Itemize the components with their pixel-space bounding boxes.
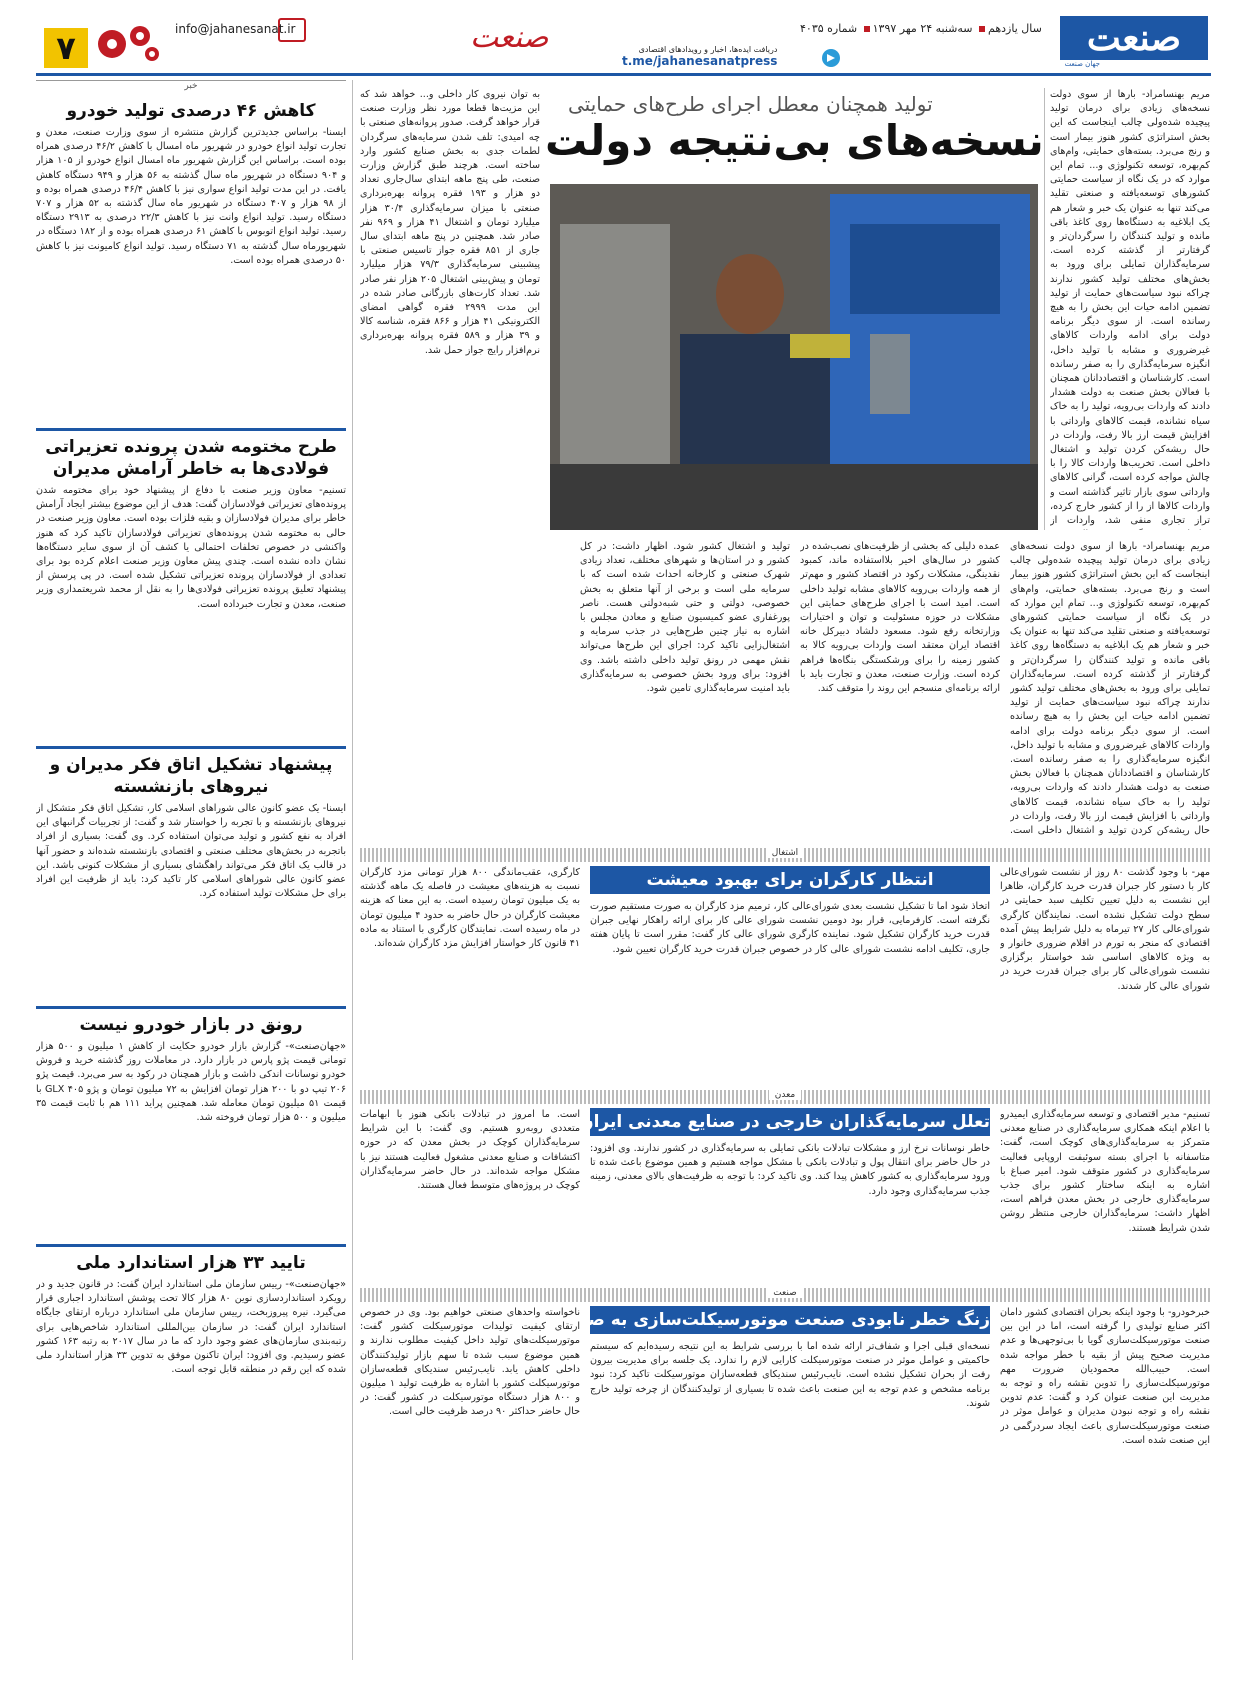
- main-col-2: عمده دلیلی که بخشی از ظرفیت‌های نصب‌شده در کشور در سال‌های اخیر بلااستفاده ماند، کمبود نقدینگی، مشکلات رکود در اقتصاد کشور و مهم‌تر از همه واردات بی‌رویه کالاهای مشابه تولید داخلی است. امید است با اجرای طرح‌های حمایتی این مشکلات در حوزه مسئولیت و توان و اختیارات وزارتخانه رفع شود. مسعود دلشاد دبیرکل خانه اقتصاد ایران معتقد است واردات بی‌رویه کالا به کشور زمینه را برای ورشکستگی بنگاه‌ها فراهم کرده است. وزارت صنعت، معدن و تجارت باید با ارائه برنامه‌ای منسجم این روند را متوقف کند.: [800, 541, 1000, 695]
- band-tag: اشتغال: [360, 848, 1210, 862]
- issue-number: شماره ۴۰۳۵: [800, 22, 858, 35]
- sidebar-item-title[interactable]: پیشنهاد تشکیل اتاق فکر مدیران و نیروهای بازنشسته: [49, 755, 333, 797]
- main-col-3: تولید و اشتغال کشور شود. اظهار داشت: در کل کشور و در استان‌ها و شهرهای مختلف، تعداد زیادی شهرک صنعتی و کارخانه احداث شده است که با سرمایه ملی است و برخی از آنها متعلق به بخش خصوصی، دولتی و حتی شبه‌دولتی هست. ناصر پورغفاری عضو کمیسیون صنایع و معادن مجلس با اشاره به نیاز چنین طرح‌هایی در جذب سرمایه و اشتغال‌زایی تاکید کرد: اجرای این طرح‌ها می‌تواند نقش مهمی در رونق تولید داخلی داشته باشد. وی افزود: برای ورود بخش خصوصی به سرمایه‌گذاری باید امنیت سرمایه‌گذاری تامین شود.: [580, 541, 790, 695]
- column-divider: [1044, 88, 1045, 530]
- band-col: اتخاذ شود اما تا تشکیل نشست بعدی شورای‌عالی کار، ترمیم مزد کارگران به صورت مستقیم صورت نگرفته است. کارفرمایی، قرار بود دومین نشست شورای عالی کار برای ارائه راهکار نهایی جبران قدرت خرید کارگران تشکیل شود. نماینده کارگری شورای عالی کار گفت: مقرر است تا پایان هفته جاری، تکلیف ادامه نشست شورای عالی کار در خصوص جبران قدرت خرید کارگران تعیین شود.: [590, 901, 990, 955]
- main-col-4a: مریم بهنسامراد- بارها از سوی دولت نسخه‌های زیادی برای درمان تولید پیچیده شده‌ولی چالب اینجاست که این بخش استراتژی کشور هنوز بیمار است و رنج می‌برد. بسته‌های حمایتی، وام‌های کم‌بهره، توسعه تکنولوژی و... تمام این موارد که در یک نگاه از سیاست حمایتی کشورهای توسعه‌یافته و صنعتی تقلید می‌کند تنها به عنوان یک خبر و شعار هم یک ابلاغیه به دستگاه‌ها روی کاغذ باقی مانده و تولید کنندگان را سرگردان‌تر و گرفتارتر از گذشته کرده است. سرمایه‌گذاران تمایلی برای ورود به بخش‌های مختلف تولید کشور ندارند چراکه نبود سیاست‌های حمایت از تولید تضمین ادامه حیات این بخش را به هیچ رسانده است. از سوی دیگر برنامه دولت برای ادامه واردات کالاهای غیرضروری و مشابه با تولید داخل، انگیزه سرمایه‌گذاری را به صفر رسانده است. کارشناسان و اقتصاددانان همچنان با فعالان بخش صنعت به دولت هشدار دادند که واردات بی‌رویه، تولید را به خاک سیاه نشانده، قیمت کالاهای وارداتی با افزایش قیمت ارز بالا رفت، واردات در حال ریشه‌کن کردن تولید و اشتغال داخلی است.: [1010, 541, 1210, 836]
- sidebar-item-text: ایسنا- براساس جدیدترین گزارش منتشره از سوی وزارت صنعت، معدن و تجارت تولید انواع خودرو در شهریور ماه امسال با کاهش ۴۶/۲ درصدی همراه بوده است. براساس این گزارش شهریور ماه امسال انواع خودرو از ۱۰۵ هزار و ۹۰۴ دستگاه در شهریور ماه سال گذشته به ۵۶ هزار و ۹۴۹ دستگاه کاهش یافت. در این مدت تولید انواع سواری نیز با کاهش ۴۶/۴ درصدی همراه بوده و از ۹۸ هزار و ۴۰۷ دستگاه در شهریور ماه سال گذشته به ۵۲ هزار و ۷۰۷ دستگاه رسید. تولید انواع وانت نیز با کاهش ۲۲/۳ درصدی به ۲۹۱۳ دستگاه رسید. تولید انواع اتوبوس با کاهش ۶۱ درصدی همراه بوده و از ۱۸۲ دستگاه در شهریورماه سال گذشته به ۷۱ دستگاه رسید. تولید انواع کامیونت نیز با کاهش ۵۰ درصدی همراه بوده است.: [36, 127, 346, 266]
- masthead: [0, 0, 1253, 76]
- sidebar-divider: [36, 1244, 346, 1247]
- telegram-icon[interactable]: [822, 49, 840, 67]
- sidebar-item-text: «جهان‌صنعت»- رییس سازمان ملی استاندارد ایران گفت: در قانون جدید و در رویکرد استانداردسازی نوین ۸۰ هزار کالا تحت پوشش استاندارد اجباری قرار می‌گیرد. نیره پیروزبخت، رییس سازمان ملی استاندارد درباره ارتقای جایگاه استاندارد ایران گفت: در سازمان بین‌المللی استاندارد شاخص‌هایی برای رتبه‌بندی سازمان‌های عضو وجود دارد که ما در سال ۲۰۱۷ به رتبه ۱۶۳ کشور عضو رسیدیم. وی افزود: ایران تاکنون موفق به تدوین ۳۳ هزار استاندارد ملی شده که این رقم در منطقه قابل توجه است.: [36, 1279, 346, 1376]
- sidebar-item-text: تسنیم- معاون وزیر صنعت با دفاع از پیشنهاد خود برای مختومه شدن پرونده‌های تعزیراتی فولادسازان گفت: هدف از این موضوع بیشتر ایجاد آرامش خاطر برای مدیران فولادسازان و بقیه فلزات بوده است. معاون وزیر صنعت در حالی به مختومه شدن پرونده‌های تعزیراتی فولادسازان تاکید کرد که هنوز واکنشی در خصوص تخلفات احتمالی یا کشف آن از سوی سایر دستگاه‌ها نشان داده نشده است. چندی پیش معاون وزیر صنعت اعلام کرده بود برای تعدادی از فولادسازان پرونده تعزیراتی تشکیل شده است. در پی پرسش از پیشنهاد تعلیق پرونده تعزیراتی فولادی‌ها را به نقل از محمد شریعتمداری وزیر صنعت، معدن و تجارت خبرداده است.: [36, 485, 346, 610]
- gears-icon: [92, 20, 164, 66]
- sidebar-item-title[interactable]: طرح مختومه شدن پرونده تعزیراتی فولادی‌ها به خاطر آرامش مدیران: [45, 437, 337, 479]
- band-headline[interactable]: تعلل سرمایه‌گذاران خارجی در صنایع معدنی ایران: [590, 1108, 990, 1136]
- issue-date: سه‌شنبه ۲۴ مهر ۱۳۹۷: [872, 22, 973, 35]
- sidebar-item-title[interactable]: تایید ۳۳ هزار استاندارد ملی: [76, 1253, 306, 1273]
- newspaper-logo[interactable]: صنعت: [1060, 16, 1208, 60]
- sidebar-divider: [36, 1006, 346, 1009]
- band-col: است. ما امروز در تبادلات بانکی هنوز با ابهامات متعددی روبه‌رو هستیم. وی گفت: با این شرایط سرمایه‌گذاران کوچک در بخش معدن که در حوزه اکتشافات و صنایع معدنی مشغول فعالیت هستند نیز با مشکل مواجه شده‌اند. در حال حاضر سرمایه‌گذاران کوچک در پروژه‌های متوسط فعال هستند.: [360, 1109, 580, 1192]
- main-kicker: تولید همچنان معطل اجرای طرح‌های حمایتی: [568, 92, 933, 116]
- sidebar-divider: [36, 746, 346, 749]
- band-headline[interactable]: انتظار کارگران برای بهبود معیشت: [590, 866, 990, 894]
- band-col: نسخه‌ای قبلی اجرا و شفاف‌تر ارائه شده اما با بررسی شرایط به این نتیجه رسیده‌ایم که سیستم حاکمیتی و عوامل موثر در صنعت موتورسیکلت کارایی لازم را ندارد. یک جلسه برای مدیریت بیرون رفت از بحران تشکیل نشده است. نایب‌رئیس سندیکای قطعه‌سازان موتورسیکلت تاکید کرد: نبود برنامه مشخص و عدم توجه به این صنعت باعث شده تا بسیاری از تولیدکنندگان از چرخه تولید خارج شوند.: [590, 1341, 990, 1409]
- band-tag: معدن: [360, 1090, 1210, 1104]
- telegram-promo: [622, 45, 777, 68]
- email-link[interactable]: info@jahanesanat.ir: [175, 22, 296, 36]
- main-photo: [550, 184, 1038, 530]
- issue-info: [800, 22, 1042, 35]
- sidebar-item-title[interactable]: رونق در بازار خودرو نیست: [79, 1015, 303, 1035]
- sidebar-item-title[interactable]: کاهش ۴۶ درصدی تولید خودرو: [66, 101, 316, 121]
- band-headline[interactable]: زنگ خطر نابودی صنعت موتورسیکلت‌سازی به صدا درآمد: [590, 1306, 990, 1334]
- page-number: ۷: [44, 28, 88, 68]
- main-col-1: مریم بهنسامراد- بارها از سوی دولت نسخه‌های زیادی برای درمان تولید پیچیده شده‌ولی چالب اینجاست که این بخش استراتژی کشور هنوز بیمار است و رنج می‌برد. بسته‌های حمایتی، وام‌های کم‌بهره، توسعه تکنولوژی و... تمام این موارد که در یک نگاه از سیاست حمایتی کشورهای توسعه‌یافته و صنعتی تقلید می‌کند تنها به عنوان یک خبر و شعار هم یک ابلاغیه به دستگاه‌ها روی کاغذ باقی مانده و تولید کنندگان را سرگردان‌تر و گرفتارتر از گذشته کرده است. سرمایه‌گذاران تمایلی برای ورود به بخش‌های مختلف تولید کشور ندارند چراکه نبود سیاست‌های حمایت از تولید تضمین ادامه حیات این بخش را به هیچ رسانده است. از سوی دیگر برنامه دولت برای ادامه واردات کالاهای غیرضروری و مشابه با تولید داخل، انگیزه سرمایه‌گذاری را به صفر رسانده است. کارشناسان و اقتصاددانان همچنان با فعالان بخش صنعت به دولت هشدار دادند که واردات بی‌رویه، تولید را به خاک سیاه نشانده، قیمت کالاهای وارداتی با افزایش قیمت ارز بالا رفت، واردات در حال ریشه‌کن کردن تولید و اشتغال داخلی است. تخریب‌ها واردات کالا را با چالش مواجه کرده است، گرانی کالاهای وارداتی سوی بازار تاثیر گذاشته است و واردات کالاها از را از کشور خارج کرده، تراز تجاری منفی شد، واردات از: [1050, 89, 1210, 527]
- telegram-link[interactable]: t.me/jahanesanatpress: [622, 54, 778, 68]
- band-col: ناخواسته واحدهای صنعتی خواهیم بود. وی در خصوص ارتقای کیفیت تولیدات موتورسیکلت کشور گفت: موتورسیکلت‌های تولید داخل کیفیت مطلوب ندارند و همین موضوع سبب شده تا سهم بازار تولیدکنندگان داخلی کاهش یابد. نایب‌رئیس سندیکای قطعه‌سازان موتورسیکلت کشور با اشاره به ظرفیت تولید ۱ میلیون و ۸۰۰ هزار دستگاه موتورسیکلت در کشور گفت: در حال حاضر حداکثر ۹۰ درصد ظرفیت خالی است.: [360, 1307, 580, 1418]
- worker-illustration: [550, 184, 1038, 530]
- column-divider: [352, 80, 353, 1660]
- band-col: خاطر نوسانات نرخ ارز و مشکلات تبادلات بانکی تمایلی به سرمایه‌گذاری در کشور ندارند. وی افزود: در حال حاضر برای انتقال پول و تبادلات بانکی با مشکل مواجه هستیم و همین موضوع باعث شده تا ورود سرمایه‌گذاری به کشور کاهش پیدا کند. وی تاکید کرد: با توجه به ظرفیت‌های بالای معدنی، زمینه جذب سرمایه‌گذاری وجود دارد.: [590, 1143, 990, 1197]
- band-tag: صنعت: [360, 1288, 1210, 1302]
- main-headline[interactable]: نسخه‌های بی‌نتیجه دولت: [545, 116, 1044, 165]
- sidebar-divider: [36, 428, 346, 431]
- section-title: صنعت: [470, 20, 549, 55]
- band-col: کارگری، عقب‌ماندگی ۸۰۰ هزار تومانی مزد کارگران نسبت به هزینه‌های معیشت در فاصله یک ماهه گذشته به یک میلیون تومان رسیده است. به این معنا که هزینه معیشت کارگران در حال حاضر به حدود ۴ میلیون تومان در ماه رسیده است. نمایندگان کارگری با استناد به ماده ۴۱ قانون کار خواستار افزایش مزد کارگران شده‌اند.: [360, 867, 580, 950]
- sidebar-item-text: «جهان‌صنعت»- گزارش بازار خودرو حکایت از کاهش ۱ میلیون و ۵۰۰ هزار تومانی قیمت پژو پارس در بازار دارد. در معاملات روز گذشته خرید و فروش خودرو نوسانات اندکی داشت و بازار همچنان در رکود به سر می‌برد. قیمت پژو ۲۰۶ تیپ دو با ۲۰۰ هزار تومان افزایش به ۷۲ میلیون تومان و پژو ۴۰۵ GLX با قیمت ۵۱ میلیون تومان معامله شد. همچنین پراید ۱۱۱ هم با ثابت قیمت ۳۵ میلیون و ۵۰۰ هزار تومان فروخته شد.: [36, 1041, 346, 1124]
- sidebar-tag: خبر: [36, 80, 346, 95]
- band-col: تسنیم- مدیر اقتصادی و توسعه سرمایه‌گذاری ایمیدرو با اعلام اینکه همکاری سرمایه‌گذاری در صنایع معدنی متمرکز به سرمایه‌گذاری‌های کوچک است، گفت: متاسفانه با اجرای بسته سوئیفت اروپایی فعالیت سرمایه‌گذاری در کشور متوقف شود. امیر صباغ با اشاره به اینکه ساختار کشور برای جذب سرمایه‌گذاری خارجی در بخش معدن فراهم است، اظهار داشت: سرمایه‌گذاران خارجی منتظر روشن شدن شرایط هستند.: [1000, 1109, 1210, 1234]
- main-col-4: به توان نیروی کار داخلی و... خواهد شد که این مزیت‌ها قطعا مورد نظر وزارت صنعت قرار خواهد گرفت. صدور پروانه‌های صنعتی با چه امیدی: تلف شدن سرمایه‌های سرگردان لطمات جدی به بخش صنایع کشور وارد ساخته است. هرچند طبق گزارش وزارت صنعت، طی پنج ماهه ابتدای سال‌جاری تعداد دو هزار و ۱۹۳ فقره پروانه بهره‌برداری صنعتی با میزان سرمایه‌گذاری ۳۰/۴ هزار میلیارد تومان و اشتغال ۴۱ هزار و ۹۶۹ نفر صادر شد. همچنین در پنج ماهه ابتدای سال جاری از ۸۵۱ فقره جواز تاسیس صنعتی با پیشبینی سرمایه‌گذاری ۷۹/۳ هزار میلیارد تومان و پیش‌بینی اشتغال ۲۰۵ هزار نفر صادر شد. تعداد کارت‌های بازرگانی صادر شده در این مدت ۲۹۹۹ فقره گواهی امضای الکترونیکی ۴۱ هزار و ۸۶۶ فقره، شناسه کالا و ۳۹ هزار و ۵۸۹ فقره پروانه بهره‌برداری نرم‌افزار رایج جواز حمل شد.: [360, 89, 540, 356]
- band-col: مهر- با وجود گذشت ۸۰ روز از نشست شورای‌عالی کار با دستور کار جبران قدرت خرید کارگران، ظاهرا این نشست به دلیل تعیین تکلیف سبد حمایتی در سطح دولت تشکیل نشده است. نمایندگان کارگری شورای‌عالی کار ۲۷ تیرماه به دلیل شرایط پیش آمده اقتصادی که منجر به تورم در اقلام ضروری خانوار و به ویژه کالاهای اساسی شد خواستار برگزاری نشست شورای‌عالی کار برای جبران قدرت خرید در شورای عالی کار شدند.: [1000, 867, 1210, 992]
- sidebar-item-text: ایسنا- یک عضو کانون عالی شوراهای اسلامی کار، تشکیل اتاق فکر متشکل از نیروهای بازنشسته و با تجربه را خواستار شد و گفت: از تجربیات گرانبهای این افراد به نفع کشور و تولید می‌توان استفاده کرد. وی گفت: بسیاری از افراد باتجربه در بخش‌های مختلف صنعتی و اقتصادی بازنشسته شده‌اند و حضور آنها در قالب یک اتاق فکر می‌تواند راهگشای بسیاری از مشکلات کنونی باشد. این عضو کانون عالی شوراهای اسلامی کار تاکید کرد: باید از ظرفیت این افراد برای حل مشکلات تولید استفاده کرد.: [36, 803, 346, 900]
- issue-year: سال یازدهم: [988, 22, 1042, 35]
- header-rule: [36, 73, 1211, 76]
- logo-subtitle: جهان صنعت: [1064, 60, 1100, 68]
- telegram-label: دریافت ایده‌ها، اخبار و رویدادهای اقتصادی: [638, 45, 778, 54]
- band-col: خبرخودرو- با وجود اینکه بحران اقتصادی کشور دامان اکثر صنایع تولیدی را گرفته است، اما در این بین صنعت موتورسیکلت‌سازی گویا با بی‌توجهی‌ها و عدم مدیریت صحیح پیش از بقیه با خطر مواجه شده است. حبیب‌الله محمودیان ضرورت مهم موتورسیکلت‌سازی را تدوین نقشه راه و توجه به مدیریت این صنعت عنوان کرد و گفت: عدم تدوین نقشه راه و توجه نبودن مدیران و عوامل موثر در صنعت موتورسیکلت‌سازی باعث ایجاد سردرگمی در این صنعت شده است.: [1000, 1307, 1210, 1446]
